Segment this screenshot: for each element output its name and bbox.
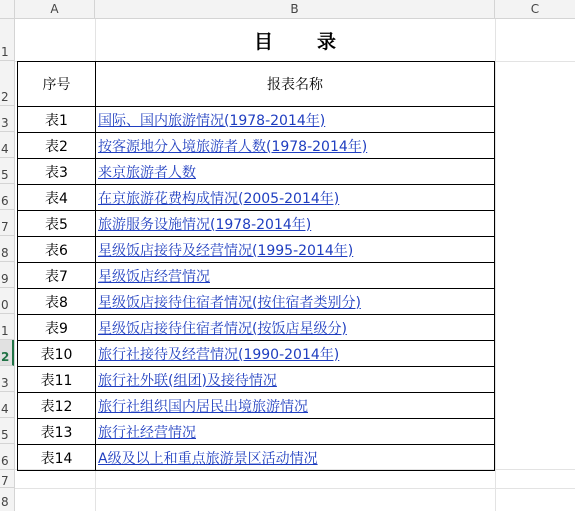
row-header[interactable]: 4 [0, 132, 14, 158]
report-link[interactable]: 旅行社组织国内居民出境旅游情况 [98, 398, 308, 415]
header-name: 报表名称 [96, 62, 495, 107]
row-header-bar [0, 19, 15, 511]
table-row [18, 185, 495, 211]
row-header[interactable]: 4 [0, 392, 14, 418]
table-row [18, 341, 495, 367]
table-row [18, 263, 495, 289]
row-header[interactable]: 6 [0, 184, 14, 210]
report-link[interactable]: 旅行社外联(组团)及接待情况 [98, 372, 277, 389]
row-header[interactable]: 3 [0, 366, 14, 392]
table-row [18, 393, 495, 419]
row-no: 表1 [18, 107, 96, 133]
row-no: 表5 [18, 211, 96, 237]
table-row [18, 159, 495, 185]
report-link[interactable]: 旅行社经营情况 [98, 424, 196, 441]
row-header[interactable]: 7 [0, 470, 14, 488]
title-char-right: 录 [317, 31, 337, 53]
table-row [18, 211, 495, 237]
header-no: 序号 [18, 62, 96, 107]
row-header[interactable]: 2 [0, 61, 14, 106]
row-no: 表14 [18, 445, 96, 471]
page-title [95, 27, 495, 54]
row-header[interactable]: 8 [1, 495, 9, 509]
row-no: 表11 [18, 367, 96, 393]
select-all-corner[interactable] [0, 0, 15, 18]
row-header-selected[interactable]: 2 [0, 340, 14, 366]
gridline [15, 488, 575, 489]
report-link[interactable]: 国际、国内旅游情况(1978-2014年) [98, 112, 326, 129]
report-link[interactable]: 来京旅游者人数 [98, 164, 196, 181]
row-no: 表10 [18, 341, 96, 367]
row-header[interactable]: 9 [0, 262, 14, 288]
row-no: 表12 [18, 393, 96, 419]
row-header[interactable]: 1 [0, 314, 14, 340]
row-header[interactable]: 6 [0, 444, 14, 470]
table-row [18, 107, 495, 133]
row-no: 表2 [18, 133, 96, 159]
report-directory-table [17, 61, 495, 471]
table-row [18, 289, 495, 315]
column-header-b[interactable]: B [95, 0, 495, 18]
table-row [18, 237, 495, 263]
row-header[interactable]: 8 [0, 236, 14, 262]
report-link[interactable]: 按客源地分入境旅游者人数(1978-2014年) [98, 138, 368, 155]
column-header-c[interactable]: C [530, 2, 540, 16]
column-header-bar [0, 0, 575, 19]
report-link[interactable]: 旅游服务设施情况(1978-2014年) [98, 216, 312, 233]
report-link[interactable]: 在京旅游花费构成情况(2005-2014年) [98, 190, 340, 207]
report-link[interactable]: 旅行社接待及经营情况(1990-2014年) [98, 346, 340, 363]
row-header[interactable]: 5 [0, 158, 14, 184]
title-char-left: 目 [253, 31, 273, 53]
report-link[interactable]: 星级饭店接待住宿者情况(按饭店星级分) [98, 320, 347, 337]
row-header[interactable]: 5 [0, 418, 14, 444]
row-header[interactable]: 1 [0, 19, 14, 61]
table-header-row [18, 62, 495, 107]
row-no: 表13 [18, 419, 96, 445]
table-row [18, 315, 495, 341]
row-no: 表9 [18, 315, 96, 341]
gridline [495, 19, 496, 511]
report-link[interactable]: 星级饭店接待及经营情况(1995-2014年) [98, 242, 354, 259]
report-link[interactable]: 星级饭店接待住宿者情况(按住宿者类别分) [98, 294, 361, 311]
table-row [18, 367, 495, 393]
row-header[interactable]: 7 [0, 210, 14, 236]
row-no: 表4 [18, 185, 96, 211]
table-row [18, 419, 495, 445]
row-no: 表6 [18, 237, 96, 263]
row-header[interactable]: 0 [0, 288, 14, 314]
table-row [18, 133, 495, 159]
row-header[interactable]: 3 [0, 106, 14, 132]
row-no: 表8 [18, 289, 96, 315]
report-link[interactable]: A级及以上和重点旅游景区活动情况 [98, 450, 318, 467]
row-no: 表7 [18, 263, 96, 289]
row-no: 表3 [18, 159, 96, 185]
report-link[interactable]: 星级饭店经营情况 [98, 268, 210, 285]
column-header-a[interactable]: A [15, 0, 95, 18]
table-row [18, 445, 495, 471]
